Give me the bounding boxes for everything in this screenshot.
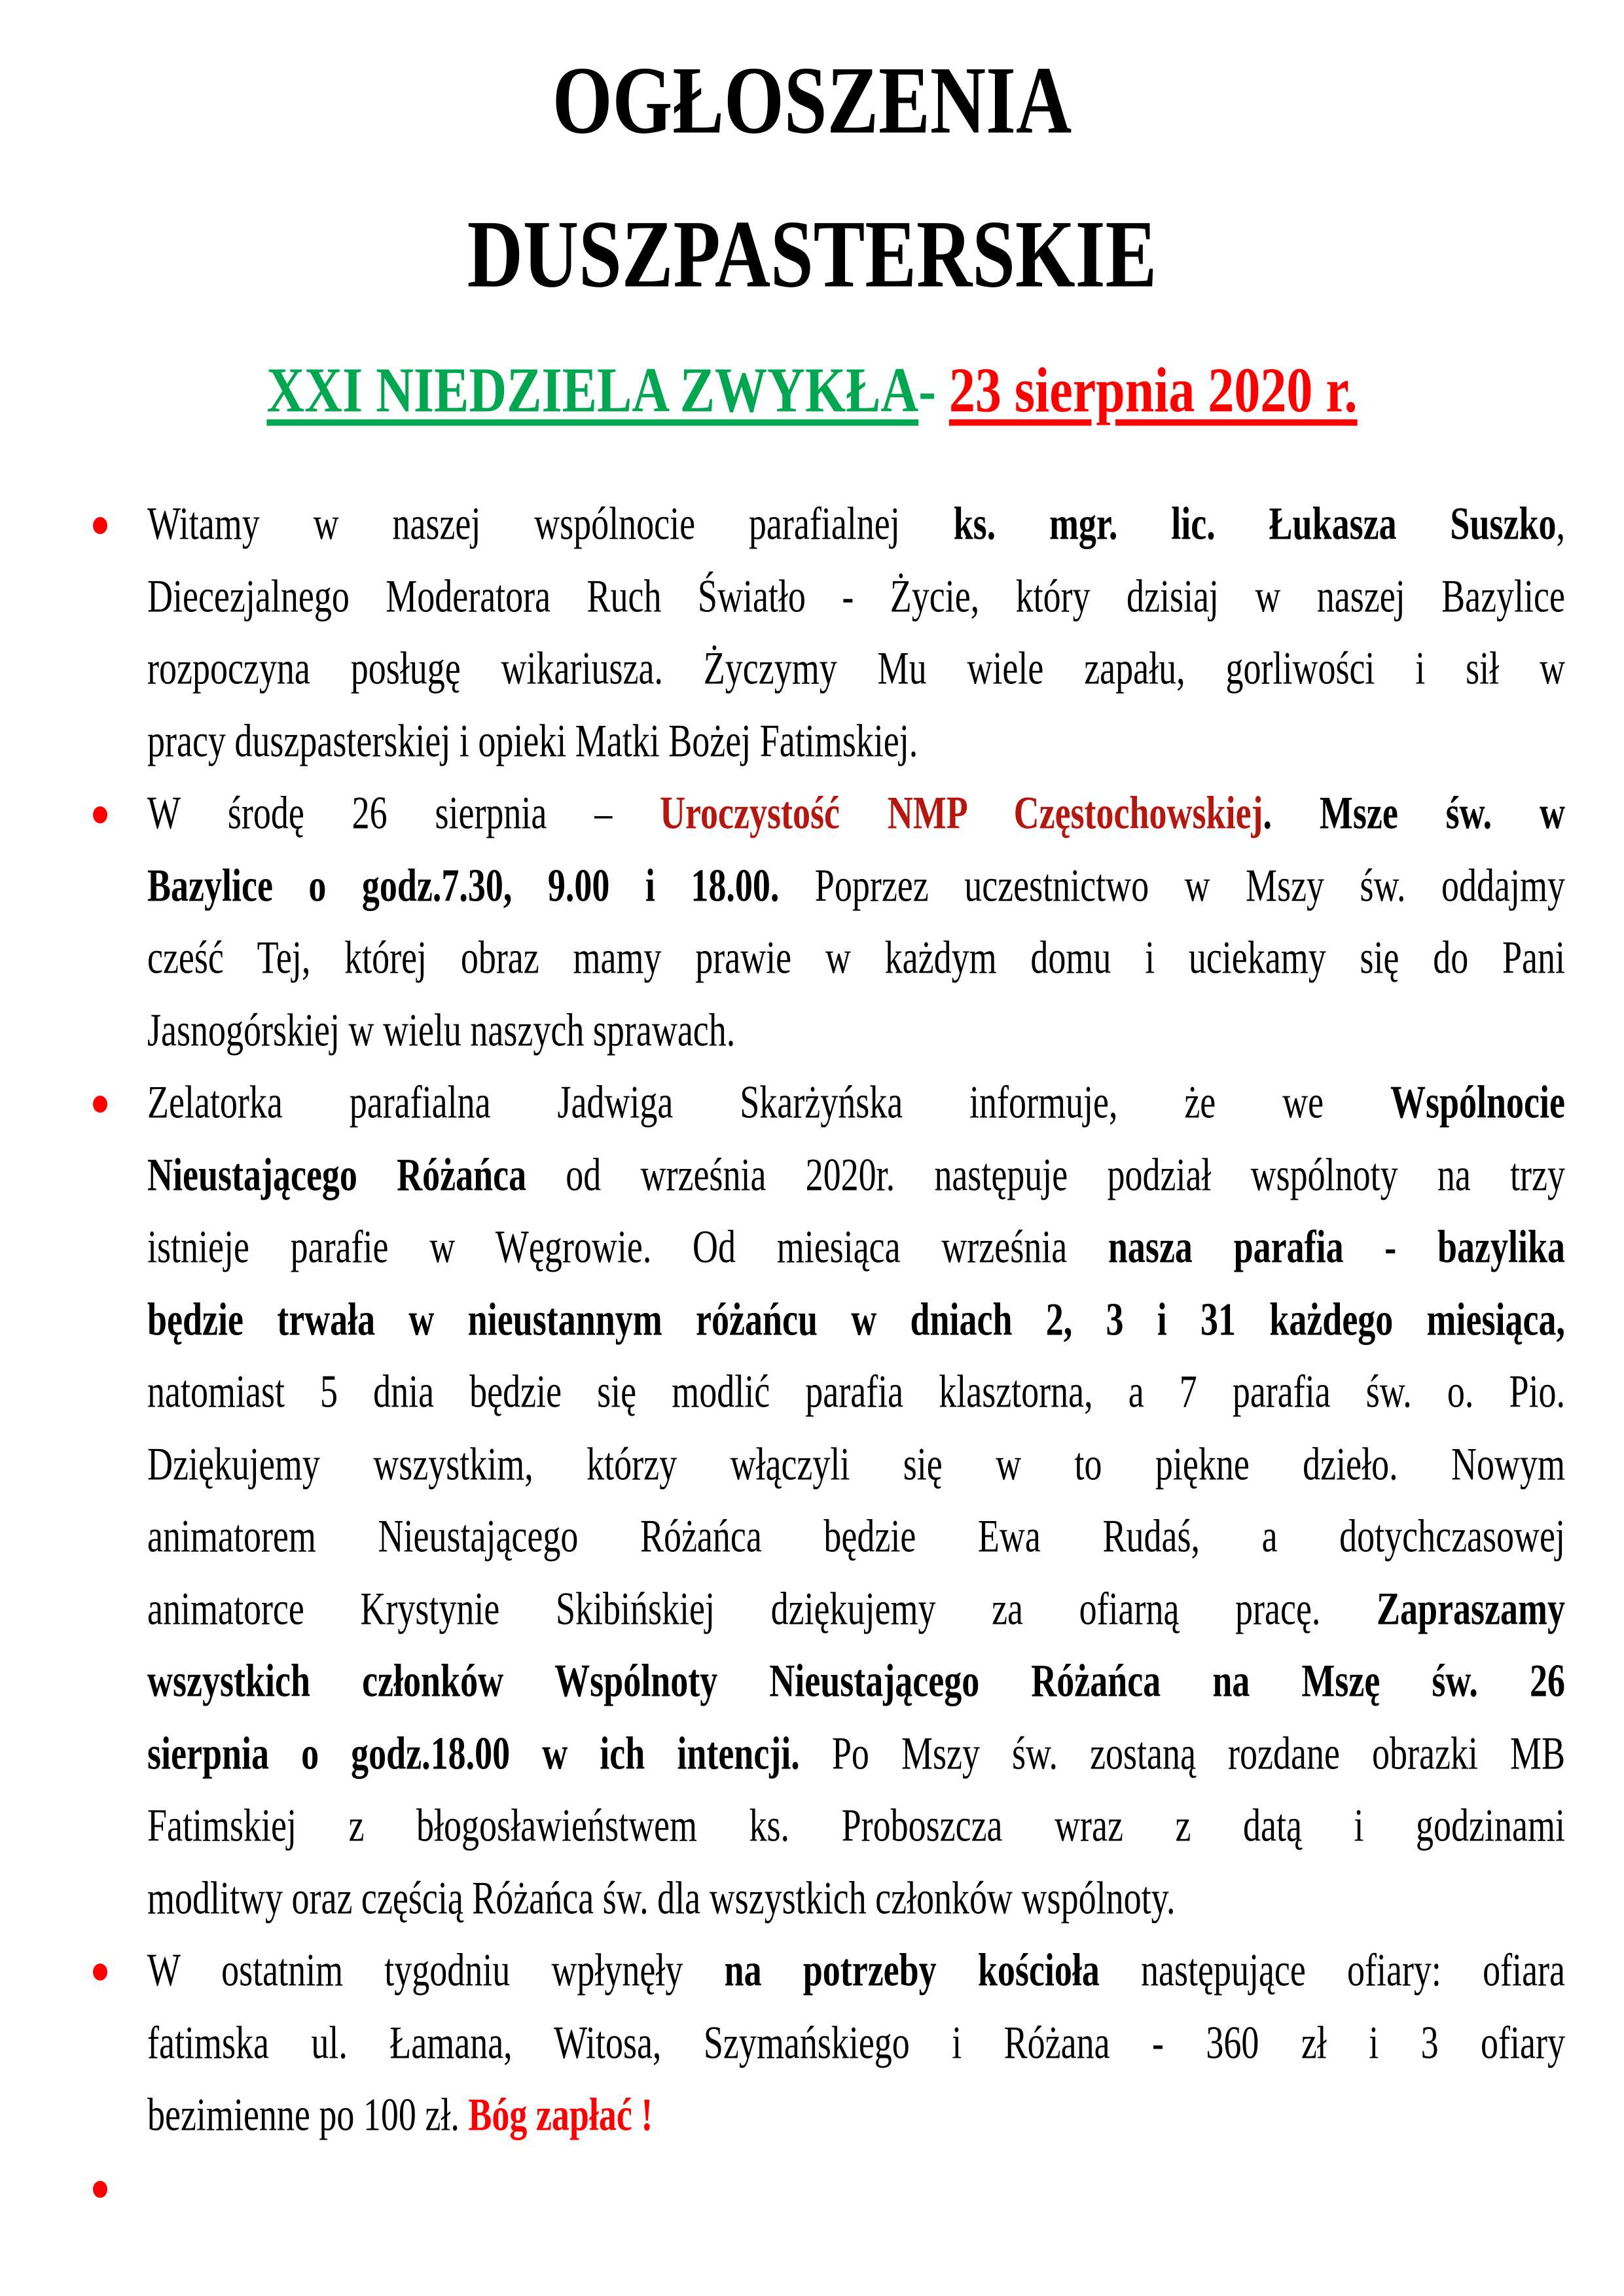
text: następujące ofiary: ofiara [1099,1944,1565,1996]
announcement-line [147,1004,1565,1056]
bold-text: Nieustającego Różańca [147,1148,527,1200]
sunday-name: XXI NIEDZIELA ZWYKŁA [266,355,919,426]
text: Fatimskiej z błogosławieństwem ks. Proboszcza wraz z datą i godzinami [147,1799,1565,1852]
bold-text: Bazylice o godz.7.30, 9.00 i 18.00. [147,859,780,911]
announcement-line [147,2017,1565,2068]
text: natomiast 5 dnia będzie się modlić parafia klasztorna, a 7 parafia św. o. Pio. [147,1365,1565,1418]
announcement-line [147,1076,1565,1128]
bold-text: Zapraszamy [1377,1582,1565,1634]
text: Dziękujemy wszystkim, którzy włączyli się w to piękne dzieło. Nowym [147,1437,1565,1490]
text: rozpoczyna posługę wikariusza. Życzymy Mu wiele zapału, gorliwości i sił w [147,642,1565,694]
announcement-line [147,570,1565,622]
announcement-line [147,1293,1565,1345]
text: pracy duszpasterskiej i opieki Matki Bożej Fatimskiej. [147,714,918,766]
bullet-icon [93,806,107,823]
announcement-line [147,859,1565,911]
announcement-line [147,931,1565,983]
announcement-line [147,1221,1565,1272]
text: Po Mszy św. zostaną rozdane obrazki MB [799,1727,1566,1779]
text: od września 2020r. następuje podział wspólnoty na trzy [526,1148,1565,1200]
announcement-line [147,1944,1565,1996]
bold-text: na potrzeby kościoła [724,1944,1100,1996]
announcement-line [147,1438,1565,1490]
bold-text: sierpnia o godz.18.00 w ich intencji. [147,1727,800,1779]
text: istnieje parafie w Węgrowie. Od miesiąca września [147,1221,1108,1273]
announcement-line [147,1510,1565,1562]
text: animatorce Krystynie Skibińskiej dziękujemy za ofiarną pracę. [147,1582,1377,1634]
announcement-line [147,497,1565,549]
text: Witamy w naszej wspólnocie parafialnej [147,497,954,550]
text: W ostatnim tygodniu wpłynęły [147,1944,725,1996]
announcement-line [147,2089,1565,2140]
bold-text: Wspólnocie [1390,1076,1565,1128]
bold-text: wszystkich członków Wspólnoty Nieustającego Różańca na Mszę św. 26 [147,1655,1565,1707]
text: fatimska ul. Łamana, Witosa, Szymańskiego i Różana - 360 zł i 3 ofiary [147,2016,1565,2068]
highlight-text: Uroczystość NMP Częstochowskiej [660,787,1263,839]
subtitle-dash: - [918,355,949,426]
announcement-line [147,715,1565,766]
bullet-icon [93,2181,107,2198]
bold-text: . Msze św. w [1263,787,1565,839]
bold-text: nasza parafia - bazylika [1108,1221,1565,1273]
text: modlitwy oraz częścią Różańca św. dla wszystkich członków wspólnoty. [147,1871,1176,1924]
text: Zelatorka parafialna Jadwiga Skarżyńska informuje, że we [147,1076,1390,1128]
text: Poprzez uczestnictwo w Mszy św. oddajmy [779,859,1565,911]
text: W środę 26 sierpnia – [147,787,660,839]
announcement-line [147,1655,1565,1706]
text: Diecezjalnego Moderatora Ruch Światło - Życie, który dzisiaj w naszej Bazylice [147,569,1565,622]
text: , [1556,497,1565,550]
text: Jasnogórskiej w wielu naszych sprawach. [147,1003,736,1056]
announcement-line [147,1149,1565,1200]
page-title-line-2: DUSZPASTERSKIE [467,200,1157,308]
announcement-line [147,1583,1565,1634]
announcement-line [147,1799,1565,1851]
bullet-icon [93,1096,107,1113]
text: animatorem Nieustającego Różańca będzie Ewa Rudaś, a dotychczasowej [147,1510,1565,1562]
subtitle [0,355,1624,426]
announcement-line [147,1727,1565,1779]
text: bezimienne po 100 zł. [147,2089,469,2141]
announcement-line [147,787,1565,838]
bold-text: ks. mgr. lic. Łukasza Suszko [953,497,1557,550]
bullet-icon [93,1964,107,1981]
bold-text: będzie trwała w nieustannym różańcu w dniach 2, 3 i 31 każdego miesiąca, [147,1293,1565,1345]
bullet-icon [93,517,107,534]
announcement-line [147,1365,1565,1417]
announcement-line [147,1872,1565,1924]
subtitle-date: 23 sierpnia 2020 r. [948,355,1358,426]
announcement-line [147,642,1565,694]
highlight-text: Bóg zapłać ! [468,2089,653,2141]
page-title-line-1: OGŁOSZENIA [552,46,1072,154]
text: cześć Tej, której obraz mamy prawie w każdym domu i uciekamy się do Pani [147,931,1565,984]
